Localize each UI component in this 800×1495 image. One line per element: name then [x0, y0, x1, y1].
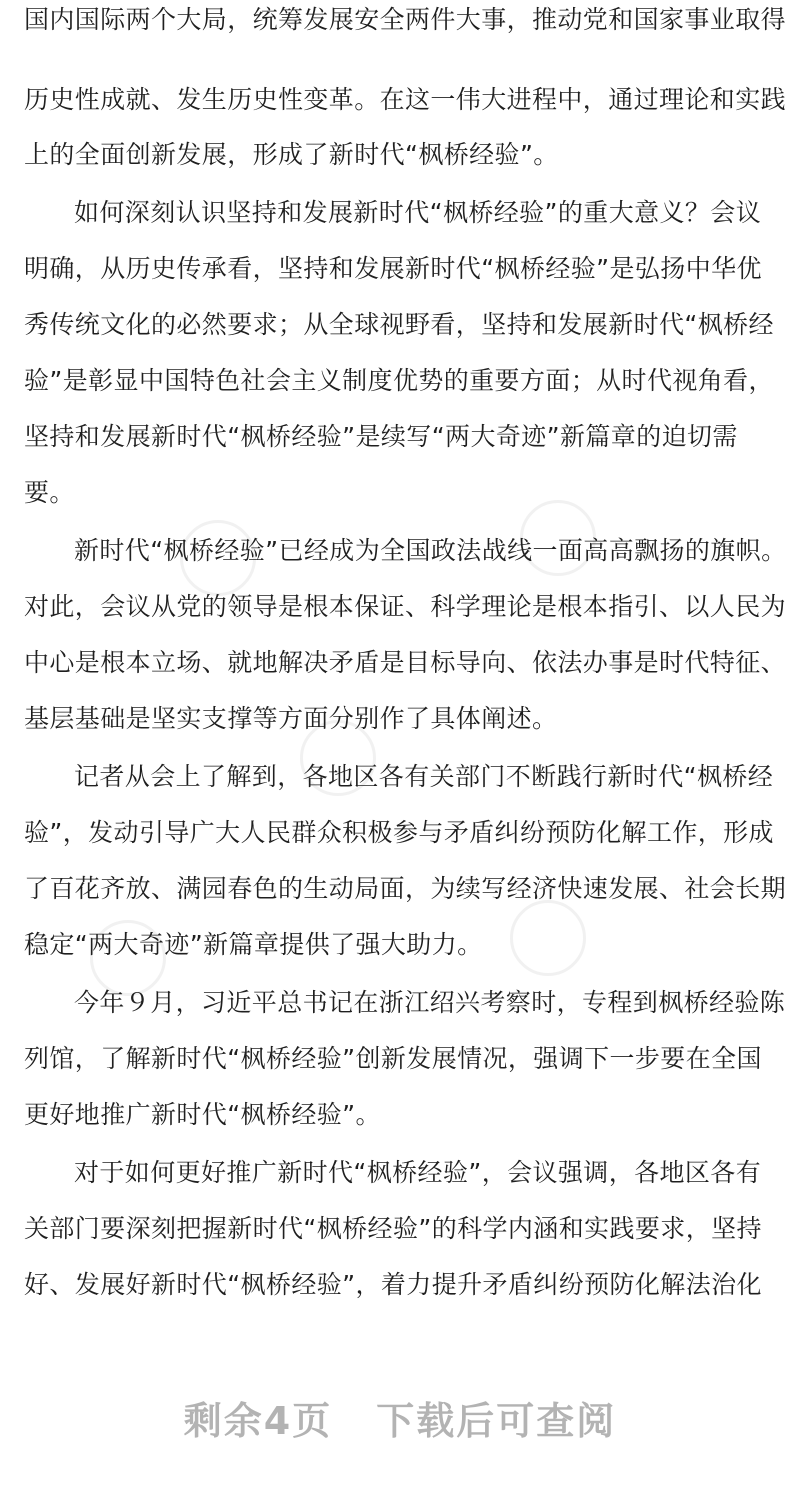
text-line: 列馆，了解新时代“枫桥经验”创新发展情况，强调下一步要在全国: [24, 1044, 762, 1073]
text-line: 好、发展好新时代“枫桥经验”，着力提升矛盾纠纷预防化解法治化: [24, 1270, 762, 1299]
remaining-pages-label: 剩余4页: [183, 1399, 333, 1443]
text-line: 国内国际两个大局，统筹发展安全两件大事，推动党和国家事业取得: [24, 5, 787, 34]
paragraph-first-line: 对于如何更好推广新时代“枫桥经验”，会议强调，各地区各有: [74, 1158, 762, 1187]
download-hint-label: 下载后可查阅: [376, 1399, 617, 1443]
text-line: 验”是彰显中国特色社会主义制度优势的重要方面；从时代视角看，: [24, 366, 774, 395]
text-line: 验”，发动引导广大人民群众积极参与矛盾纠纷预防化解工作，形成: [24, 818, 774, 847]
text-line: 关部门要深刻把握新时代“枫桥经验”的科学内涵和实践要求，坚持: [24, 1214, 762, 1243]
text-line: 了百花齐放、满园春色的生动局面，为续写经济快速发展、社会长期: [24, 874, 787, 903]
paragraph-first-line: 新时代“枫桥经验”已经成为全国政法战线一面高高飘扬的旗帜。: [74, 536, 787, 565]
text-line: 对此，会议从党的领导是根本保证、科学理论是根本指引、以人民为: [24, 592, 787, 621]
text-line: 秀传统文化的必然要求；从全球视野看，坚持和发展新时代“枫桥经: [24, 310, 774, 339]
paragraph-first-line: 记者从会上了解到，各地区各有关部门不断践行新时代“枫桥经: [74, 762, 774, 791]
text-line: 稳定“两大奇迹”新篇章提供了强大助力。: [24, 930, 483, 959]
paragraph-first-line: 如何深刻认识坚持和发展新时代“枫桥经验”的重大意义？会议: [74, 198, 762, 227]
text-line: 上的全面创新发展，形成了新时代“枫桥经验”。: [24, 140, 559, 169]
text-line: 要。: [24, 478, 75, 507]
paragraph-first-line: 今年９月，习近平总书记在浙江绍兴考察时，专程到枫桥经验陈: [74, 988, 786, 1017]
text-line: 明确，从历史传承看，坚持和发展新时代“枫桥经验”是弘扬中华优: [24, 254, 762, 283]
text-line: 更好地推广新时代“枫桥经验”。: [24, 1100, 381, 1129]
text-line: 坚持和发展新时代“枫桥经验”是续写“两大奇迹”新篇章的迫切需: [24, 422, 738, 451]
text-line: 中心是根本立场、就地解决矛盾是目标导向、依法办事是时代特征、: [24, 648, 787, 677]
remaining-pages-notice[interactable]: [0, 1390, 800, 1445]
text-line: 历史性成就、发生历史性变革。在这一伟大进程中，通过理论和实践: [24, 85, 787, 114]
text-line: 基层基础是坚实支撑等方面分别作了具体阐述。: [24, 704, 558, 733]
